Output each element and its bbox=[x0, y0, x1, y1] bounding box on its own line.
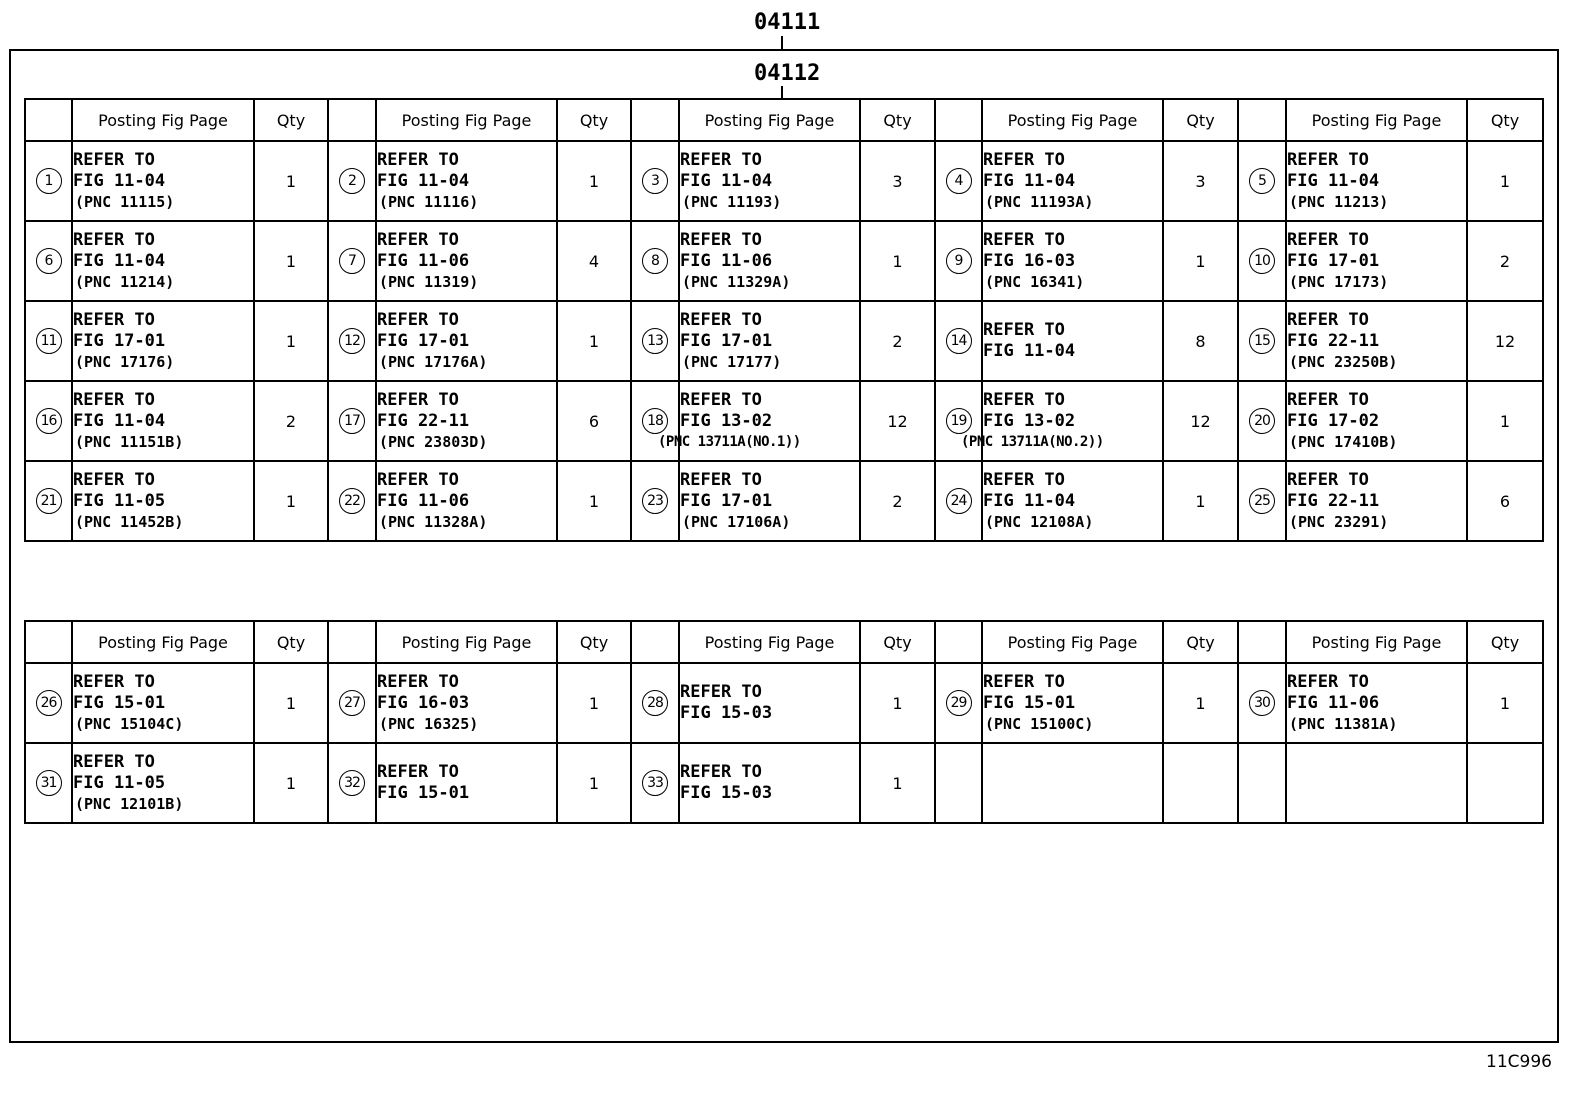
fig-page-text: FIG 11-06 bbox=[377, 490, 470, 511]
item-number-badge: 30 bbox=[1249, 690, 1275, 716]
item-number-cell bbox=[328, 301, 376, 381]
refer-to-text: REFER TO bbox=[680, 682, 762, 702]
item-number-badge: 2 bbox=[339, 168, 365, 194]
item-number-badge: 27 bbox=[339, 690, 365, 716]
posting-ref-cell bbox=[1286, 461, 1467, 541]
header-posting-cell: Posting Fig Page bbox=[1286, 99, 1467, 141]
fig-page-text: FIG 15-01 bbox=[73, 692, 166, 713]
pnc-text: (PNC 11329A) bbox=[682, 272, 791, 291]
item-number-cell bbox=[25, 141, 72, 221]
pnc-text: (PNC 12101B) bbox=[75, 794, 184, 813]
item-number-cell bbox=[631, 141, 679, 221]
qty-cell: 3 bbox=[860, 141, 935, 221]
top-connector-line bbox=[781, 36, 783, 50]
refer-to-text: REFER TO bbox=[377, 389, 459, 410]
refer-to-text: REFER TO bbox=[1287, 469, 1369, 490]
item-number-badge: 19 bbox=[946, 408, 972, 434]
fig-page-text: FIG 15-03 bbox=[680, 783, 773, 803]
item-number-cell bbox=[935, 301, 982, 381]
posting-ref-cell bbox=[1286, 743, 1467, 823]
table-header-row bbox=[25, 99, 1543, 141]
item-number-cell bbox=[25, 663, 72, 743]
item-number-badge: 28 bbox=[642, 690, 668, 716]
item-number-cell bbox=[328, 743, 376, 823]
posting-ref-cell bbox=[72, 461, 254, 541]
posting-ref-cell bbox=[72, 381, 254, 461]
item-number-badge: 9 bbox=[946, 248, 972, 274]
header-qty-cell: Qty bbox=[860, 621, 935, 663]
fig-page-text: FIG 11-04 bbox=[73, 410, 166, 431]
item-number-badge: 29 bbox=[946, 690, 972, 716]
posting-ref-cell bbox=[72, 221, 254, 301]
item-number-cell bbox=[1238, 141, 1286, 221]
refer-to-text: REFER TO bbox=[1287, 309, 1369, 330]
qty-cell: 1 bbox=[254, 301, 328, 381]
fig-page-text: FIG 17-01 bbox=[680, 490, 773, 511]
header-num-cell bbox=[631, 99, 679, 141]
refer-to-text: REFER TO bbox=[73, 751, 155, 772]
header-posting-cell: Posting Fig Page bbox=[982, 621, 1163, 663]
pnc-text: (PNC 11319) bbox=[379, 272, 479, 291]
refer-to-text: REFER TO bbox=[680, 762, 762, 782]
qty-cell: 1 bbox=[254, 221, 328, 301]
posting-ref-cell bbox=[72, 301, 254, 381]
fig-page-text: FIG 15-01 bbox=[377, 783, 470, 803]
item-number-badge: 4 bbox=[946, 168, 972, 194]
item-number-badge: 14 bbox=[946, 328, 972, 354]
pnc-text: (PNC 17106A) bbox=[682, 512, 791, 531]
qty-cell: 2 bbox=[1467, 221, 1543, 301]
posting-ref-cell bbox=[376, 301, 557, 381]
table-row bbox=[25, 461, 1543, 541]
refer-to-text: REFER TO bbox=[1287, 149, 1369, 170]
posting-ref-cell bbox=[376, 381, 557, 461]
refer-to-text: REFER TO bbox=[680, 309, 762, 330]
fig-page-text: FIG 11-04 bbox=[377, 170, 470, 191]
item-number-badge: 32 bbox=[339, 770, 365, 796]
item-number-badge: 20 bbox=[1249, 408, 1275, 434]
item-number-badge: 18 bbox=[642, 408, 668, 434]
posting-ref-cell bbox=[1286, 381, 1467, 461]
fig-page-text: FIG 17-01 bbox=[680, 330, 773, 351]
table-row bbox=[25, 743, 1543, 823]
qty-cell: 12 bbox=[1467, 301, 1543, 381]
fig-page-text: FIG 11-06 bbox=[377, 250, 470, 271]
qty-cell: 6 bbox=[557, 381, 631, 461]
refer-to-text: REFER TO bbox=[680, 389, 762, 410]
qty-cell: 2 bbox=[254, 381, 328, 461]
item-number-cell bbox=[25, 461, 72, 541]
qty-cell: 1 bbox=[1163, 663, 1238, 743]
posting-ref-cell bbox=[961, 381, 1163, 461]
item-number-badge: 22 bbox=[339, 488, 365, 514]
pnc-text: (PNC 11116) bbox=[379, 192, 479, 211]
item-number-cell bbox=[328, 381, 376, 461]
qty-cell: 12 bbox=[860, 381, 935, 461]
item-number-cell bbox=[935, 221, 982, 301]
item-number-cell bbox=[631, 461, 679, 541]
qty-cell bbox=[1467, 743, 1543, 823]
posting-ref-cell bbox=[679, 663, 860, 743]
refer-to-text: REFER TO bbox=[73, 671, 155, 692]
posting-ref-cell bbox=[982, 221, 1163, 301]
refer-to-text: REFER TO bbox=[680, 229, 762, 250]
posting-ref-cell bbox=[679, 141, 860, 221]
parts-table-1 bbox=[24, 98, 1544, 542]
item-number-badge: 17 bbox=[339, 408, 365, 434]
item-number-badge: 23 bbox=[642, 488, 668, 514]
pnc-text: (PNC 16341) bbox=[985, 272, 1085, 291]
posting-ref-cell bbox=[982, 301, 1163, 381]
qty-cell: 2 bbox=[860, 301, 935, 381]
pnc-text: (PNC 11193) bbox=[682, 192, 782, 211]
posting-ref-cell bbox=[72, 743, 254, 823]
refer-to-text: REFER TO bbox=[377, 229, 459, 250]
pnc-text: (PNC 12108A) bbox=[985, 512, 1094, 531]
posting-ref-cell bbox=[679, 743, 860, 823]
qty-cell: 4 bbox=[557, 221, 631, 301]
fig-page-text: FIG 11-04 bbox=[1287, 170, 1380, 191]
qty-cell: 6 bbox=[1467, 461, 1543, 541]
posting-ref-cell bbox=[376, 743, 557, 823]
posting-ref-cell bbox=[376, 461, 557, 541]
posting-ref-cell bbox=[982, 141, 1163, 221]
qty-cell: 1 bbox=[1467, 663, 1543, 743]
qty-cell: 1 bbox=[254, 461, 328, 541]
item-number-cell bbox=[1238, 461, 1286, 541]
header-num-cell bbox=[25, 99, 72, 141]
qty-cell: 1 bbox=[860, 743, 935, 823]
table-row bbox=[25, 381, 1543, 461]
header-posting-cell: Posting Fig Page bbox=[376, 621, 557, 663]
qty-cell: 12 bbox=[1163, 381, 1238, 461]
qty-cell: 1 bbox=[1467, 141, 1543, 221]
refer-to-text: REFER TO bbox=[983, 671, 1065, 692]
item-number-cell bbox=[935, 743, 982, 823]
header-num-cell bbox=[631, 621, 679, 663]
posting-ref-cell bbox=[658, 381, 860, 461]
posting-ref-cell bbox=[1286, 663, 1467, 743]
posting-ref-cell bbox=[376, 141, 557, 221]
qty-cell: 1 bbox=[1163, 221, 1238, 301]
pnc-text: (PNC 11452B) bbox=[75, 512, 184, 531]
pnc-text: (PNC 17173) bbox=[1289, 272, 1389, 291]
refer-to-text: REFER TO bbox=[73, 469, 155, 490]
pnc-text: (PNC 23291) bbox=[1289, 512, 1389, 531]
item-number-cell bbox=[1238, 221, 1286, 301]
fig-page-text: FIG 11-04 bbox=[983, 170, 1076, 191]
posting-ref-cell bbox=[982, 663, 1163, 743]
item-number-badge: 8 bbox=[642, 248, 668, 274]
header-qty-cell: Qty bbox=[557, 621, 631, 663]
item-number-cell bbox=[935, 663, 982, 743]
qty-cell: 2 bbox=[860, 461, 935, 541]
item-number-cell bbox=[1238, 663, 1286, 743]
refer-to-text: REFER TO bbox=[983, 389, 1065, 410]
header-qty-cell: Qty bbox=[254, 99, 328, 141]
header-posting-cell: Posting Fig Page bbox=[72, 621, 254, 663]
posting-ref-cell bbox=[982, 461, 1163, 541]
posting-ref-cell bbox=[72, 663, 254, 743]
item-number-cell bbox=[631, 743, 679, 823]
header-num-cell bbox=[1238, 621, 1286, 663]
pnc-text: (PNC 11214) bbox=[75, 272, 175, 291]
qty-cell: 1 bbox=[254, 743, 328, 823]
qty-cell: 1 bbox=[1467, 381, 1543, 461]
header-num-cell bbox=[328, 621, 376, 663]
item-number-badge: 13 bbox=[642, 328, 668, 354]
posting-ref-cell bbox=[1286, 301, 1467, 381]
fig-page-text: FIG 16-03 bbox=[983, 250, 1076, 271]
item-number-cell bbox=[631, 663, 679, 743]
pnc-text: (PNC 15104C) bbox=[75, 714, 184, 733]
header-qty-cell: Qty bbox=[860, 99, 935, 141]
pnc-text: (PNC 17410B) bbox=[1289, 432, 1398, 451]
fig-page-text: FIG 22-11 bbox=[377, 410, 470, 431]
pnc-text: (PNC 16325) bbox=[379, 714, 479, 733]
item-number-badge: 15 bbox=[1249, 328, 1275, 354]
item-number-cell bbox=[935, 461, 982, 541]
fig-page-text: FIG 11-04 bbox=[73, 170, 166, 191]
header-posting-cell: Posting Fig Page bbox=[72, 99, 254, 141]
figure-reference-code: 11C996 bbox=[1486, 1052, 1552, 1072]
qty-cell: 1 bbox=[557, 461, 631, 541]
header-num-cell bbox=[25, 621, 72, 663]
pnc-text: (PNC 11213) bbox=[1289, 192, 1389, 211]
refer-to-text: REFER TO bbox=[983, 320, 1065, 340]
item-number-cell bbox=[25, 381, 72, 461]
pnc-text: (PNC 11151B) bbox=[75, 432, 184, 451]
header-qty-cell: Qty bbox=[1163, 99, 1238, 141]
pnc-text: (PNC 23250B) bbox=[1289, 352, 1398, 371]
item-number-badge: 1 bbox=[36, 168, 62, 194]
header-num-cell bbox=[935, 99, 982, 141]
fig-page-text: FIG 11-06 bbox=[680, 250, 773, 271]
posting-ref-cell bbox=[982, 743, 1163, 823]
fig-page-text: FIG 11-05 bbox=[73, 772, 166, 793]
fig-page-text: FIG 11-06 bbox=[1287, 692, 1380, 713]
item-number-badge: 21 bbox=[36, 488, 62, 514]
fig-page-text: FIG 11-04 bbox=[983, 341, 1076, 361]
item-number-cell bbox=[328, 663, 376, 743]
fig-page-text: FIG 11-04 bbox=[680, 170, 773, 191]
fig-page-text: FIG 13-02 bbox=[680, 410, 773, 431]
item-number-cell bbox=[1238, 381, 1286, 461]
qty-cell: 1 bbox=[860, 221, 935, 301]
item-number-badge: 25 bbox=[1249, 488, 1275, 514]
item-number-cell bbox=[1238, 743, 1286, 823]
header-qty-cell: Qty bbox=[1467, 621, 1543, 663]
table-row bbox=[25, 301, 1543, 381]
refer-to-text: REFER TO bbox=[983, 149, 1065, 170]
fig-page-text: FIG 11-05 bbox=[73, 490, 166, 511]
posting-ref-cell bbox=[376, 221, 557, 301]
item-number-cell bbox=[328, 221, 376, 301]
refer-to-text: REFER TO bbox=[377, 469, 459, 490]
fig-page-text: FIG 11-04 bbox=[73, 250, 166, 271]
header-qty-cell: Qty bbox=[557, 99, 631, 141]
item-number-badge: 31 bbox=[36, 770, 62, 796]
item-number-cell bbox=[935, 141, 982, 221]
fig-page-text: FIG 13-02 bbox=[983, 410, 1076, 431]
pnc-text: (PNC 11193A) bbox=[985, 192, 1094, 211]
posting-ref-cell bbox=[679, 461, 860, 541]
refer-to-text: REFER TO bbox=[377, 671, 459, 692]
pnc-text: (PNC 17177) bbox=[682, 352, 782, 371]
header-qty-cell: Qty bbox=[254, 621, 328, 663]
fig-page-text: FIG 17-01 bbox=[1287, 250, 1380, 271]
table-header-row bbox=[25, 621, 1543, 663]
item-number-badge: 7 bbox=[339, 248, 365, 274]
header-num-cell bbox=[935, 621, 982, 663]
qty-cell: 1 bbox=[557, 141, 631, 221]
header-posting-cell: Posting Fig Page bbox=[679, 621, 860, 663]
item-number-badge: 11 bbox=[36, 328, 62, 354]
pnc-text: (PNC 11328A) bbox=[379, 512, 488, 531]
pnc-text: (PNC 15100C) bbox=[985, 714, 1094, 733]
item-number-badge: 12 bbox=[339, 328, 365, 354]
item-number-cell bbox=[25, 221, 72, 301]
header-num-cell bbox=[328, 99, 376, 141]
fig-page-text: FIG 15-01 bbox=[983, 692, 1076, 713]
pnc-text: (PNC 23803D) bbox=[379, 432, 488, 451]
item-number-badge: 26 bbox=[36, 690, 62, 716]
posting-ref-cell bbox=[679, 301, 860, 381]
refer-to-text: REFER TO bbox=[73, 229, 155, 250]
item-number-badge: 16 bbox=[36, 408, 62, 434]
pnc-text: (PNC 17176) bbox=[75, 352, 175, 371]
item-number-cell bbox=[631, 301, 679, 381]
refer-to-text: REFER TO bbox=[983, 469, 1065, 490]
refer-to-text: REFER TO bbox=[73, 389, 155, 410]
header-num-cell bbox=[1238, 99, 1286, 141]
header-qty-cell: Qty bbox=[1163, 621, 1238, 663]
qty-cell: 1 bbox=[557, 301, 631, 381]
item-number-badge: 5 bbox=[1249, 168, 1275, 194]
item-number-cell bbox=[1238, 301, 1286, 381]
table-row bbox=[25, 141, 1543, 221]
header-qty-cell: Qty bbox=[1467, 99, 1543, 141]
header-posting-cell: Posting Fig Page bbox=[982, 99, 1163, 141]
item-number-cell bbox=[25, 743, 72, 823]
fig-page-text: FIG 15-03 bbox=[680, 703, 773, 723]
parts-table-2 bbox=[24, 620, 1544, 824]
refer-to-text: REFER TO bbox=[1287, 671, 1369, 692]
refer-to-text: REFER TO bbox=[377, 149, 459, 170]
item-number-cell bbox=[631, 221, 679, 301]
fig-page-text: FIG 22-11 bbox=[1287, 490, 1380, 511]
item-number-badge: 24 bbox=[946, 488, 972, 514]
qty-cell: 3 bbox=[1163, 141, 1238, 221]
qty-cell: 1 bbox=[557, 743, 631, 823]
item-number-badge: 3 bbox=[642, 168, 668, 194]
qty-cell bbox=[1163, 743, 1238, 823]
posting-ref-cell bbox=[1286, 141, 1467, 221]
refer-to-text: REFER TO bbox=[983, 229, 1065, 250]
table-row bbox=[25, 663, 1543, 743]
header-posting-cell: Posting Fig Page bbox=[376, 99, 557, 141]
fig-page-text: FIG 11-04 bbox=[983, 490, 1076, 511]
qty-cell: 1 bbox=[254, 141, 328, 221]
pnc-text: (PNC 11381A) bbox=[1289, 714, 1398, 733]
fig-page-text: FIG 17-01 bbox=[377, 330, 470, 351]
refer-to-text: REFER TO bbox=[377, 762, 459, 782]
item-number-badge: 6 bbox=[36, 248, 62, 274]
header-posting-cell: Posting Fig Page bbox=[1286, 621, 1467, 663]
refer-to-text: REFER TO bbox=[73, 309, 155, 330]
pnc-text: (PNC 11115) bbox=[75, 192, 175, 211]
fig-page-text: FIG 17-01 bbox=[73, 330, 166, 351]
pnc-text: (PNC 13711A(NO.1)) bbox=[658, 433, 801, 450]
item-number-badge: 33 bbox=[642, 770, 668, 796]
qty-cell: 1 bbox=[860, 663, 935, 743]
fig-page-text: FIG 17-02 bbox=[1287, 410, 1380, 431]
refer-to-text: REFER TO bbox=[680, 149, 762, 170]
pnc-text: (PNC 17176A) bbox=[379, 352, 488, 371]
item-number-cell bbox=[25, 301, 72, 381]
table-row bbox=[25, 221, 1543, 301]
item-number-badge: 10 bbox=[1249, 248, 1275, 274]
posting-ref-cell bbox=[1286, 221, 1467, 301]
fig-page-text: FIG 22-11 bbox=[1287, 330, 1380, 351]
qty-cell: 1 bbox=[1163, 461, 1238, 541]
top-code: 04111 bbox=[754, 10, 821, 35]
qty-cell: 8 bbox=[1163, 301, 1238, 381]
refer-to-text: REFER TO bbox=[377, 309, 459, 330]
posting-ref-cell bbox=[72, 141, 254, 221]
posting-ref-cell bbox=[679, 221, 860, 301]
refer-to-text: REFER TO bbox=[73, 149, 155, 170]
item-number-cell bbox=[328, 141, 376, 221]
qty-cell: 1 bbox=[254, 663, 328, 743]
qty-cell: 1 bbox=[557, 663, 631, 743]
header-posting-cell: Posting Fig Page bbox=[679, 99, 860, 141]
refer-to-text: REFER TO bbox=[1287, 229, 1369, 250]
fig-page-text: FIG 16-03 bbox=[377, 692, 470, 713]
item-number-cell bbox=[328, 461, 376, 541]
refer-to-text: REFER TO bbox=[680, 469, 762, 490]
refer-to-text: REFER TO bbox=[1287, 389, 1369, 410]
pnc-text: (PNC 13711A(NO.2)) bbox=[961, 433, 1104, 450]
sub-code: 04112 bbox=[754, 61, 821, 86]
posting-ref-cell bbox=[376, 663, 557, 743]
